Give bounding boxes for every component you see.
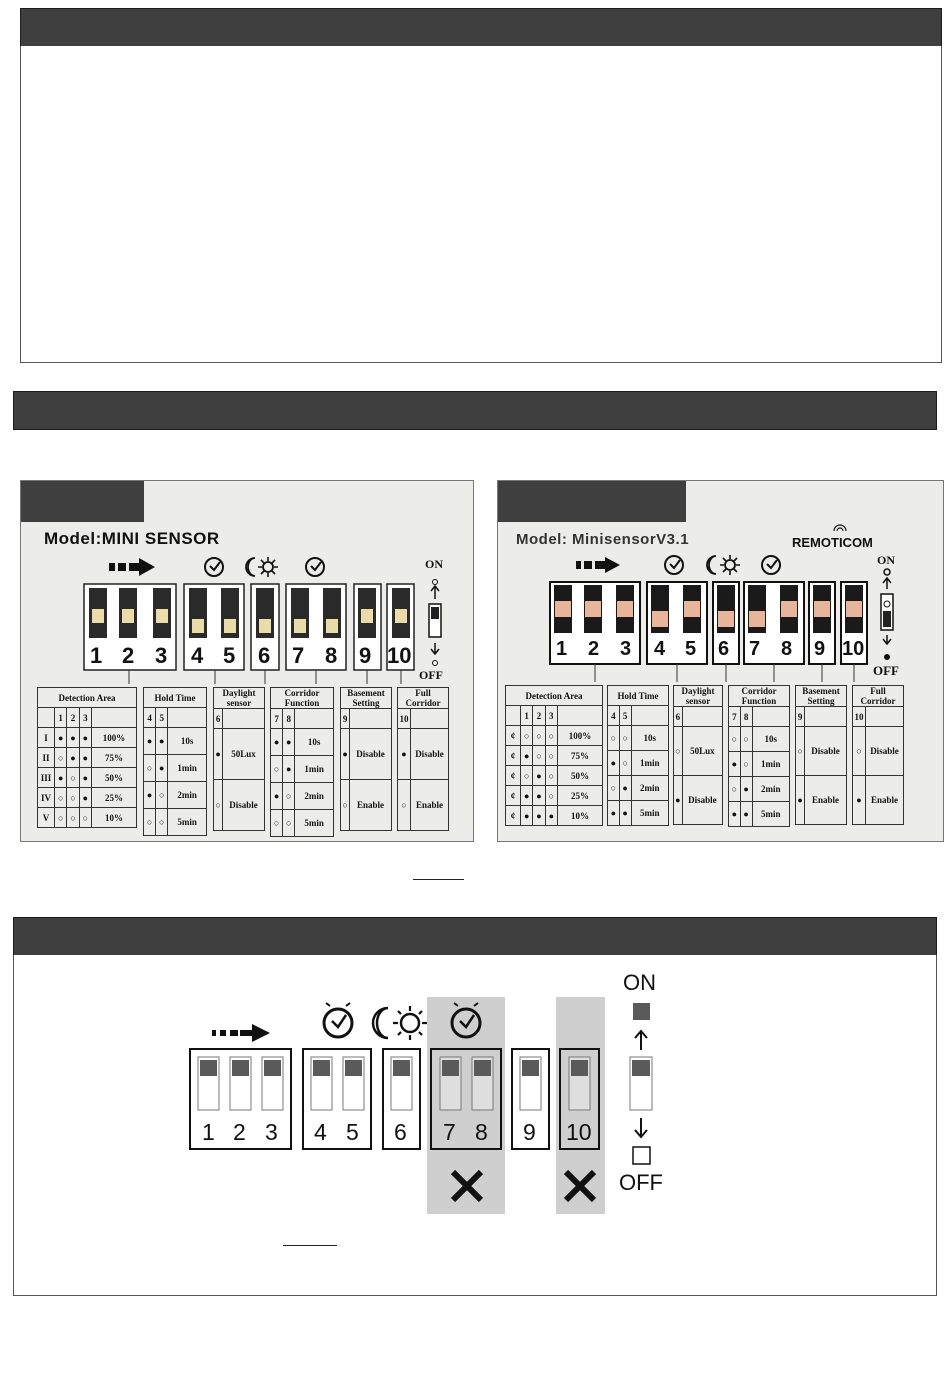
switch-number: 3 (620, 638, 632, 660)
area-row-label: IV (38, 788, 55, 808)
switch-number: 10 (842, 638, 865, 660)
cross-icon (566, 1172, 594, 1200)
area-percent: 100% (557, 726, 602, 746)
on-label: ON (623, 970, 656, 995)
basement-table: Basement Setting 9 ○ Disable ● Enable (795, 685, 847, 825)
table-heading: Corridor (860, 696, 896, 706)
switch-number: 8 (325, 643, 338, 668)
corridor-table: Corridor Function 7 8 ○ ○ 10s ● ○ 1min ○ ● 2min ● ● 5min (728, 685, 790, 827)
switch-number: 7 (292, 643, 305, 668)
table-heading: Corridor (741, 686, 777, 696)
switch-number: 5 (223, 643, 236, 668)
full-value: Disable (410, 729, 448, 780)
clock-icon (452, 1003, 480, 1037)
full-corridor-table: Full Corridor 10 ● Disable ○ Enable (397, 687, 449, 831)
switch-number: 8 (475, 1119, 488, 1145)
switch-number: 2 (122, 643, 135, 668)
moon-sun-icon (373, 1006, 427, 1040)
hold-value: 2min (168, 782, 207, 809)
switch-number: 9 (359, 643, 372, 668)
switch-number: 1 (556, 638, 568, 660)
daylight-value: 50Lux (223, 729, 265, 780)
table-heading: Function (741, 696, 777, 706)
table-heading: Hold Time (608, 686, 669, 706)
switch-number: 9 (814, 638, 826, 660)
table-heading: Setting (807, 696, 835, 706)
switch-number: 2 (233, 1119, 246, 1145)
table-heading: Daylight (222, 688, 256, 698)
detection-area-table: Detection Area 1 2 3 I ● ● ● 100% II ○ ● ● 75% III ● ○ ● 50% IV ○ ○ ● 25% V ○ ○ ○ 10% (37, 687, 137, 828)
area-percent: 100% (91, 728, 136, 748)
hold-value: 5min (631, 801, 669, 826)
hold-value: 10s (631, 726, 669, 751)
corridor-value: 2min (752, 777, 790, 802)
model-label-left: Model:MINI SENSOR (44, 529, 220, 548)
model-label-right: Model: MinisensorV3.1 (516, 531, 690, 548)
hold-value: 1min (168, 755, 207, 782)
table-heading: Daylight (681, 686, 715, 696)
switch-number: 6 (394, 1119, 407, 1145)
area-percent: 50% (91, 768, 136, 788)
corridor-value: 5min (752, 802, 790, 827)
switch-number: 4 (654, 638, 666, 660)
dashed-arrow-icon (212, 1024, 270, 1042)
switch-number: 10 (566, 1119, 592, 1145)
basement-value: Enable (805, 776, 847, 825)
switch-number: 7 (443, 1119, 456, 1145)
daylight-value: Disable (682, 776, 722, 825)
full-value: Disable (865, 727, 903, 776)
area-row-label: III (38, 768, 55, 788)
caption-underline (283, 1245, 337, 1246)
basement-table: Basement Setting 9 ● Disable ○ Enable (340, 687, 392, 831)
area-percent: 10% (557, 806, 602, 826)
corridor-value: 10s (752, 727, 790, 752)
area-percent: 50% (557, 766, 602, 786)
table-heading: Corridor (284, 688, 320, 698)
corridor-value: 1min (752, 752, 790, 777)
table-heading: sensor (685, 696, 711, 706)
diagram-number-row (190, 1119, 610, 1149)
daylight-table: Daylight sensor 6 ○ 50Lux ● Disable (673, 685, 723, 825)
area-row-label: II (38, 748, 55, 768)
switch-number: 9 (523, 1119, 536, 1145)
brand-label: REMOTICOM (792, 535, 873, 550)
switch-number: 7 (749, 638, 761, 660)
basement-value: Disable (350, 729, 392, 780)
clock-icon (324, 1003, 352, 1037)
table-heading: Basement (802, 686, 840, 696)
full-value: Enable (865, 776, 903, 825)
switch-number: 1 (202, 1119, 215, 1145)
corridor-value: 5min (295, 810, 334, 837)
switch-number: 5 (346, 1119, 359, 1145)
full-corridor-table: Full Corridor 10 ○ Disable ● Enable (852, 685, 904, 825)
area-percent: 10% (91, 808, 136, 828)
table-heading: Full (870, 686, 886, 696)
table-heading: Function (284, 698, 320, 708)
area-row-label: I (38, 728, 55, 748)
daylight-value: 50Lux (682, 727, 722, 776)
table-heading: Hold Time (144, 688, 207, 708)
hold-time-table: Hold Time 4 5 ○ ○ 10s ● ○ 1min ○ ● 2min ● ● 5min (607, 685, 669, 826)
hold-time-table: Hold Time 4 5 ● ● 10s ○ ● 1min ● ○ 2min ○ ○ 5min (143, 687, 207, 836)
switch-number: 8 (781, 638, 793, 660)
corridor-value: 1min (295, 756, 334, 783)
area-percent: 25% (91, 788, 136, 808)
switch-number: 4 (314, 1119, 327, 1145)
on-label: ON (877, 553, 895, 567)
basement-value: Enable (350, 780, 392, 831)
hold-value: 2min (631, 776, 669, 801)
hold-value: 5min (168, 809, 207, 836)
area-percent: 75% (557, 746, 602, 766)
cross-icon (453, 1172, 481, 1200)
detection-area-table: Detection Area 1 2 3 ¢ ○ ○ ○ 100% ¢ ● ○ ○ 75% ¢ ○ ● ○ 50% ¢ ● ● ○ 25% ¢ ● ● ● 10% (505, 685, 603, 826)
area-percent: 25% (557, 786, 602, 806)
table-heading: Detection Area (38, 688, 137, 708)
corridor-table: Corridor Function 7 8 ● ● 10s ○ ● 1min ● ○ 2min ○ ○ 5min (270, 687, 334, 837)
table-heading: Detection Area (506, 686, 603, 706)
switch-number: 4 (191, 643, 204, 668)
switch-number: 5 (685, 638, 697, 660)
switch-number: 1 (90, 643, 103, 668)
area-percent: 75% (91, 748, 136, 768)
hold-value: 1min (631, 751, 669, 776)
switch-number: 6 (258, 643, 271, 668)
off-label: OFF (619, 1170, 663, 1195)
basement-value: Disable (805, 727, 847, 776)
corridor-value: 10s (295, 729, 334, 756)
table-heading: Full (415, 688, 431, 698)
table-heading: sensor (226, 698, 252, 708)
area-row-label: V (38, 808, 55, 828)
off-label: OFF (419, 668, 443, 682)
table-heading: Basement (347, 688, 385, 698)
switch-number: 10 (387, 643, 412, 668)
switch-number: 3 (155, 643, 168, 668)
table-heading: Setting (352, 698, 380, 708)
hold-value: 10s (168, 728, 207, 755)
daylight-table: Daylight sensor 6 ● 50Lux ○ Disable (213, 687, 265, 831)
daylight-value: Disable (223, 780, 265, 831)
switch-number: 3 (265, 1119, 278, 1145)
on-label: ON (425, 557, 443, 571)
off-label: OFF (873, 663, 899, 678)
table-heading: Corridor (405, 698, 441, 708)
switch-number: 6 (718, 638, 730, 660)
switch-number: 2 (588, 638, 600, 660)
corridor-value: 2min (295, 783, 334, 810)
full-value: Enable (410, 780, 448, 831)
